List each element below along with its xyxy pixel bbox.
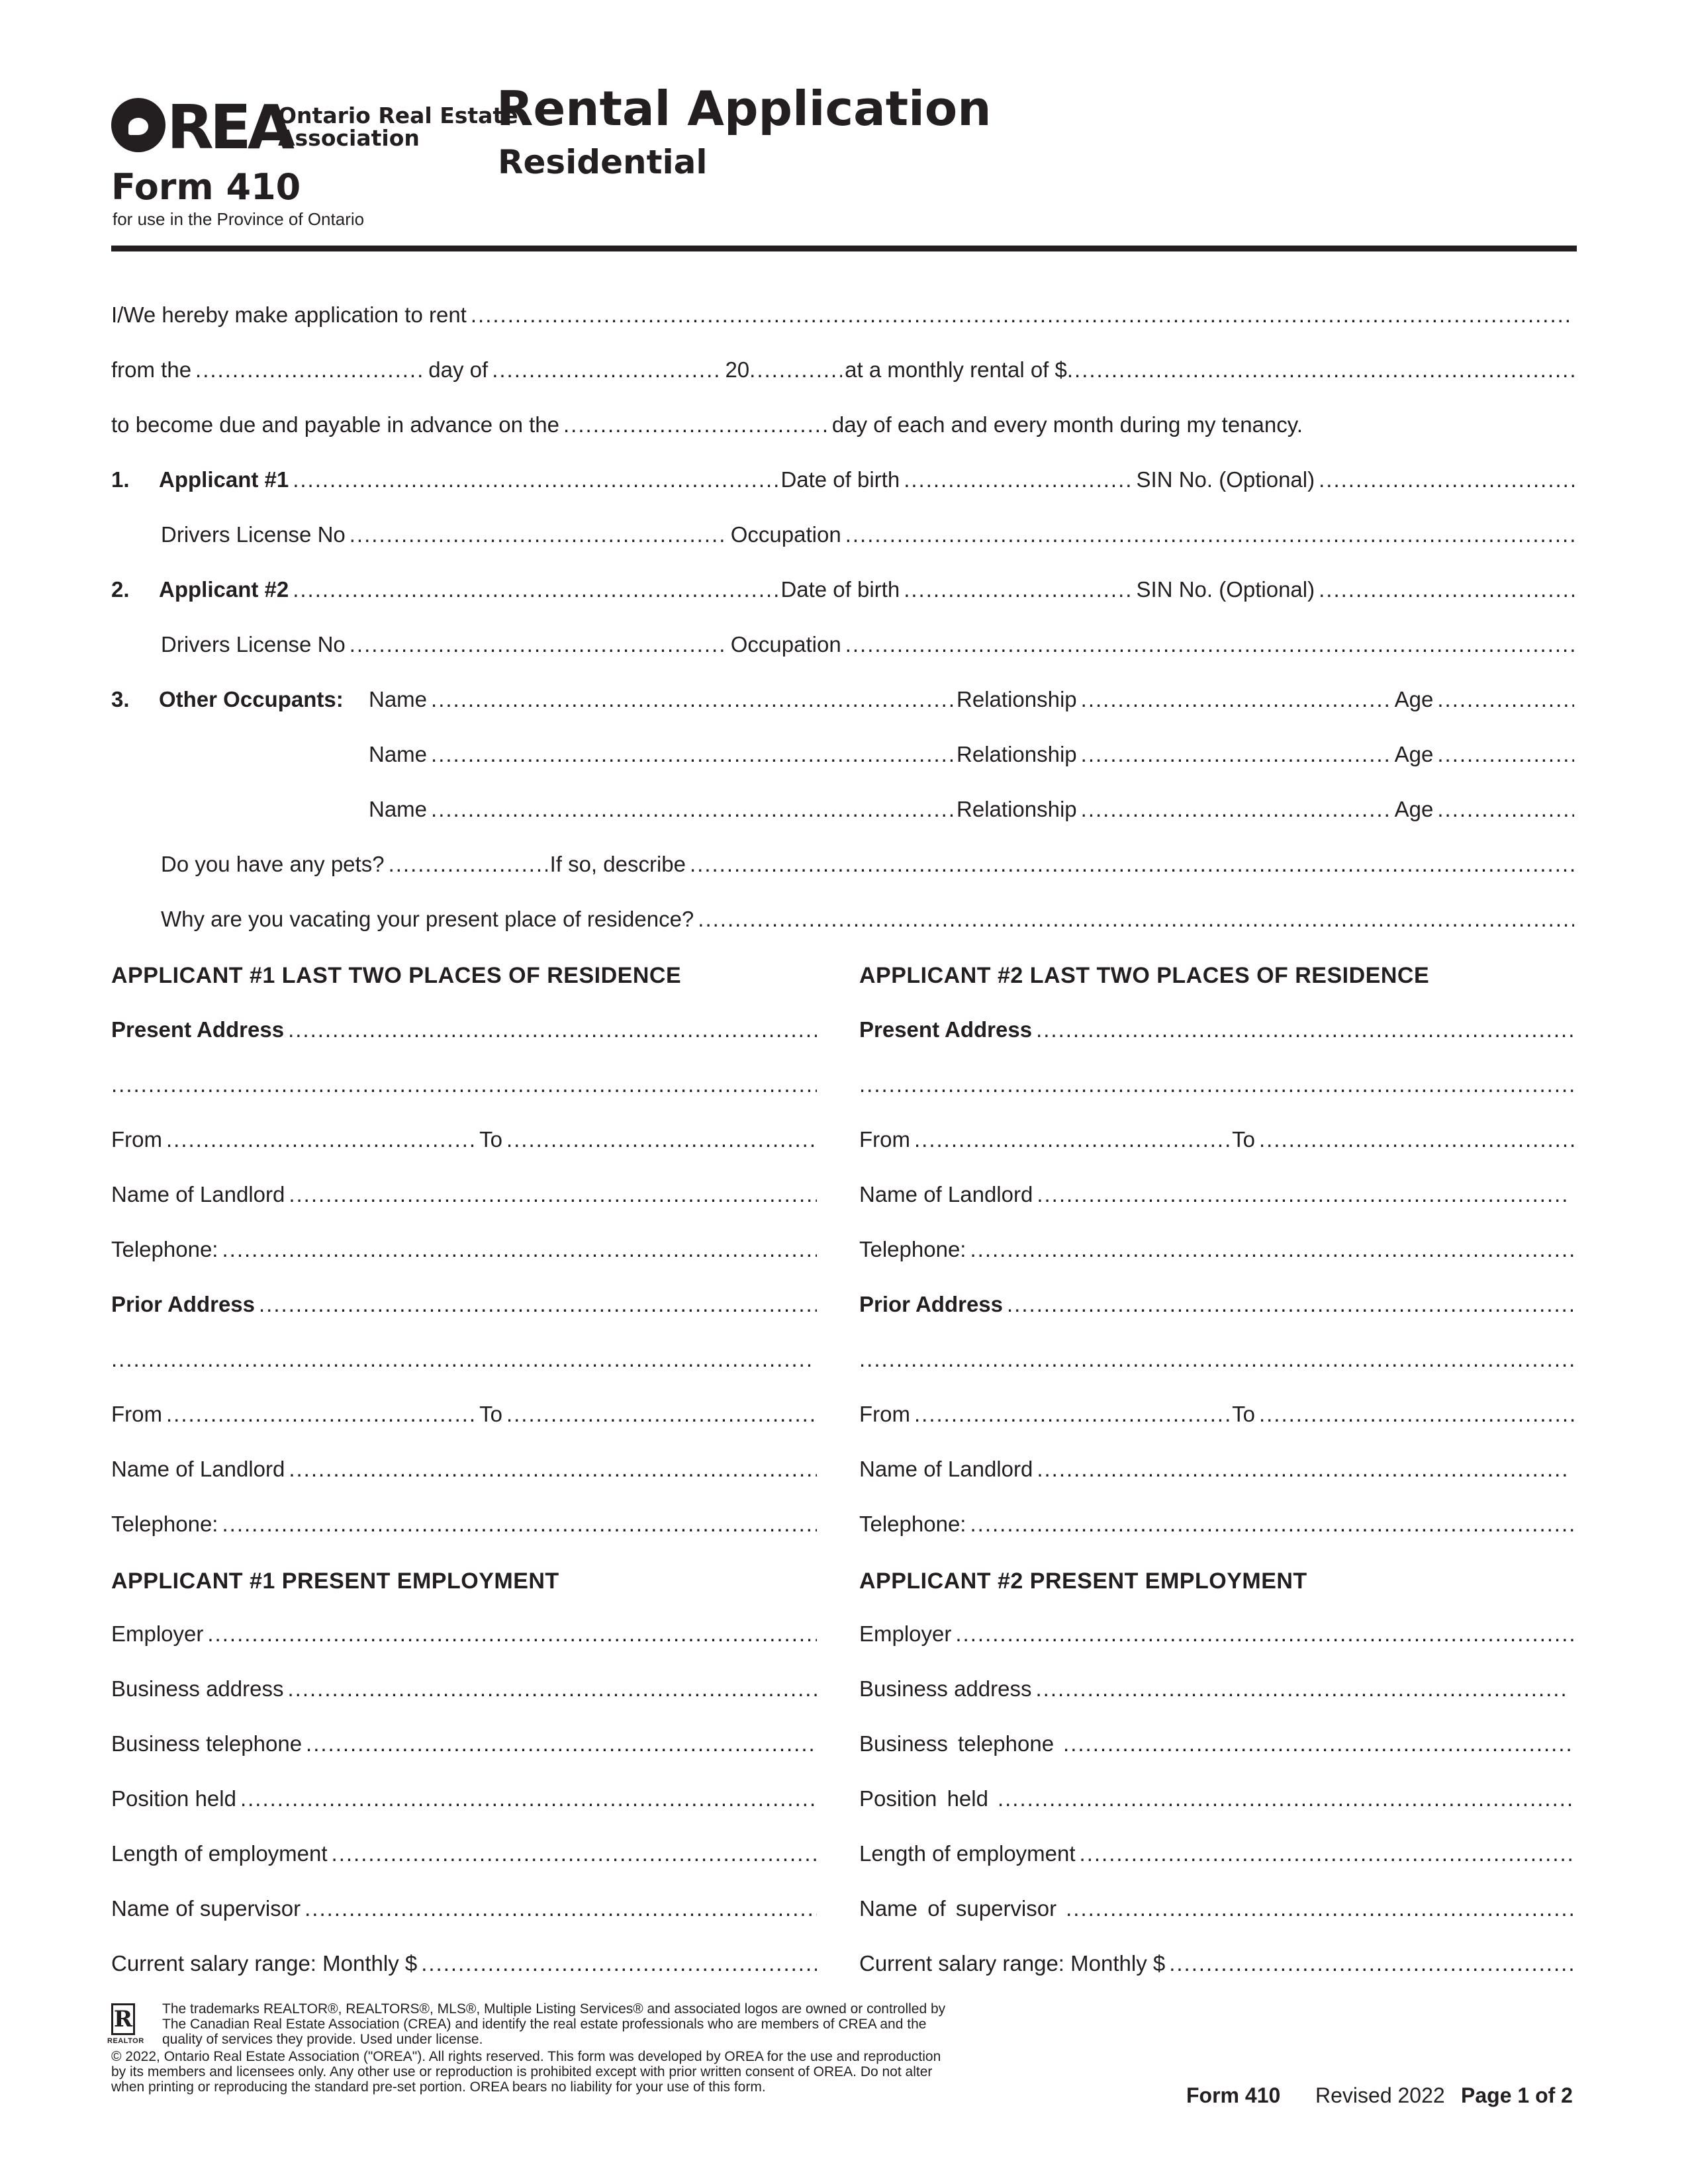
a1-present-phone-field[interactable] bbox=[222, 1236, 817, 1263]
rental-premises-line bbox=[111, 299, 1577, 328]
occupant-name-field[interactable] bbox=[431, 796, 954, 823]
a1-prior-phone-line bbox=[111, 1508, 820, 1537]
applicant2-line bbox=[111, 574, 1577, 603]
a2-present-landlord-line bbox=[859, 1179, 1571, 1208]
from-the-label: from the bbox=[111, 357, 192, 382]
telephone-label: Telephone: bbox=[859, 1237, 966, 1261]
a2-salary-field[interactable] bbox=[1169, 1950, 1574, 1977]
business-address-label: Business address bbox=[859, 1676, 1032, 1701]
header-rule bbox=[111, 246, 1577, 251]
age-label: Age bbox=[1394, 797, 1434, 821]
a1-prior-address-field[interactable] bbox=[259, 1291, 817, 1318]
a1-prior-dates-line bbox=[111, 1398, 820, 1428]
dl-label: Drivers License No bbox=[161, 522, 346, 547]
occupant-relationship-field[interactable] bbox=[1081, 686, 1392, 713]
applicant2-label: Applicant #2 bbox=[159, 577, 289, 602]
telephone-label: Telephone: bbox=[111, 1512, 218, 1536]
orea-logo bbox=[111, 92, 291, 163]
page-subtitle: Residential bbox=[498, 143, 708, 181]
salary-label: Current salary range: Monthly $ bbox=[111, 1951, 418, 1976]
day-of-label: day of bbox=[428, 357, 489, 382]
applicant1-dob-field[interactable] bbox=[904, 467, 1133, 493]
a2-prior-to-field[interactable] bbox=[1259, 1401, 1574, 1428]
realtor-logo-text: REALTOR bbox=[107, 2037, 144, 2045]
length-label: Length of employment bbox=[859, 1841, 1076, 1866]
a2-present-from-field[interactable] bbox=[914, 1126, 1229, 1153]
age-label: Age bbox=[1394, 687, 1434, 711]
monthly-rent-field[interactable] bbox=[1067, 357, 1574, 383]
a1-business-phone-line bbox=[111, 1728, 820, 1757]
supervisor-label: Name of supervisor bbox=[111, 1896, 301, 1921]
a2-present-to-field[interactable] bbox=[1259, 1126, 1574, 1153]
occupant-relationship-field[interactable] bbox=[1081, 796, 1392, 823]
occupant-name-field[interactable] bbox=[431, 686, 954, 713]
a2-prior-address-field-2[interactable] bbox=[859, 1346, 1574, 1373]
a2-prior-phone-line bbox=[859, 1508, 1577, 1537]
logo-text: REA bbox=[167, 92, 291, 163]
a2-length-line bbox=[859, 1838, 1577, 1867]
pets-label: Do you have any pets? bbox=[161, 852, 385, 876]
relationship-label: Relationship bbox=[957, 797, 1077, 821]
a1-length-line bbox=[111, 1838, 820, 1867]
a2-present-landlord-field[interactable] bbox=[1037, 1181, 1569, 1208]
due-day-field[interactable] bbox=[563, 412, 829, 438]
a2-position-field[interactable] bbox=[998, 1786, 1574, 1812]
occupant-name-label: Name bbox=[369, 797, 428, 821]
item-number: 1. bbox=[111, 467, 130, 492]
pets-description-field[interactable] bbox=[690, 851, 1574, 878]
landlord-label: Name of Landlord bbox=[859, 1457, 1033, 1481]
a1-present-landlord-line bbox=[111, 1179, 820, 1208]
occupant-line-2 bbox=[369, 739, 1577, 768]
employer-label: Employer bbox=[859, 1621, 952, 1646]
employer-label: Employer bbox=[111, 1621, 204, 1646]
trademark-notice bbox=[162, 2001, 945, 2047]
applicant1-line bbox=[111, 464, 1577, 493]
a1-present-landlord-field[interactable] bbox=[289, 1181, 817, 1208]
applicant2-name-field[interactable] bbox=[293, 576, 778, 603]
occupation-label: Occupation bbox=[730, 632, 841, 657]
item-number: 3. bbox=[111, 687, 130, 711]
trademark-line: The trademarks REALTOR®, REALTORS®, MLS®, Multiple Listing Services® and associated logos are owned or controlled by bbox=[162, 2001, 946, 2017]
a1-present-to-field[interactable] bbox=[506, 1126, 817, 1153]
province-note: for use in the Province of Ontario bbox=[113, 209, 365, 229]
vacating-label: Why are you vacating your present place of residence? bbox=[161, 907, 694, 931]
to-label: To bbox=[479, 1127, 502, 1152]
copyright-line: by its members and licensees only. Any other use or reproduction is prohibited except with prior written consent of OREA. Do not alter bbox=[111, 2064, 933, 2079]
a2-present-address-line bbox=[859, 1014, 1577, 1043]
from-label: From bbox=[859, 1127, 910, 1152]
a1-prior-from-field[interactable] bbox=[166, 1401, 477, 1428]
a1-salary-line bbox=[111, 1948, 820, 1977]
to-label: To bbox=[1232, 1127, 1255, 1152]
applicant1-sin-field[interactable] bbox=[1319, 467, 1574, 493]
present-address-label: Present Address bbox=[111, 1017, 285, 1042]
vacating-reason-field[interactable] bbox=[698, 906, 1574, 933]
a2-present-phone-line bbox=[859, 1234, 1577, 1263]
sin-label: SIN No. (Optional) bbox=[1136, 467, 1315, 492]
telephone-label: Telephone: bbox=[111, 1237, 218, 1261]
a1-prior-landlord-line bbox=[111, 1453, 820, 1482]
a1-present-phone-line bbox=[111, 1234, 820, 1263]
salary-label: Current salary range: Monthly $ bbox=[859, 1951, 1166, 1976]
a1-position-line bbox=[111, 1783, 820, 1812]
occupant-age-field[interactable] bbox=[1437, 686, 1574, 713]
applicant2-employment-heading: APPLICANT #2 PRESENT EMPLOYMENT bbox=[859, 1569, 1307, 1594]
a2-prior-dates-line bbox=[859, 1398, 1577, 1428]
occupant-relationship-field[interactable] bbox=[1081, 741, 1392, 768]
a2-length-field[interactable] bbox=[1080, 1841, 1574, 1867]
a1-employer-field[interactable] bbox=[207, 1621, 817, 1647]
other-occupants-label: Other Occupants: bbox=[159, 687, 344, 711]
a2-prior-phone-field[interactable] bbox=[970, 1511, 1574, 1537]
relationship-label: Relationship bbox=[957, 687, 1077, 711]
a1-business-phone-field[interactable] bbox=[306, 1731, 817, 1757]
org-name-line2: Association bbox=[278, 125, 420, 151]
a2-business-address-line bbox=[859, 1673, 1571, 1702]
form-number: Form 410 bbox=[111, 166, 301, 208]
a1-length-field[interactable] bbox=[332, 1841, 817, 1867]
copyright-line: © 2022, Ontario Real Estate Association ("OREA"). All rights reserved. This form was developed by OREA for the use and reproduction bbox=[111, 2049, 941, 2064]
landlord-label: Name of Landlord bbox=[859, 1182, 1033, 1206]
a1-prior-to-field[interactable] bbox=[506, 1401, 817, 1428]
occupant-name-label: Name bbox=[369, 742, 428, 766]
a2-prior-landlord-line bbox=[859, 1453, 1571, 1482]
a1-present-dates-line bbox=[111, 1124, 820, 1153]
a1-salary-field[interactable] bbox=[421, 1950, 817, 1977]
a2-supervisor-field[interactable] bbox=[1066, 1895, 1574, 1922]
a2-prior-address-line bbox=[859, 1289, 1577, 1318]
a1-present-address-line bbox=[111, 1014, 820, 1043]
term-line bbox=[111, 354, 1577, 383]
item-number: 2. bbox=[111, 577, 130, 602]
applicant2-license-field[interactable] bbox=[350, 631, 728, 658]
age-label: Age bbox=[1394, 742, 1434, 766]
position-label: Position held bbox=[859, 1786, 988, 1811]
monthly-rental-label: at a monthly rental of $ bbox=[845, 357, 1067, 382]
a2-business-phone-field[interactable] bbox=[1063, 1731, 1574, 1757]
a1-employer-line bbox=[111, 1618, 820, 1647]
a1-present-address-line2 bbox=[111, 1069, 820, 1098]
a2-prior-from-field[interactable] bbox=[914, 1401, 1229, 1428]
due-label: to become due and payable in advance on the bbox=[111, 412, 560, 437]
realtor-logo-letter: R bbox=[113, 2006, 133, 2032]
occupant-name-field[interactable] bbox=[431, 741, 954, 768]
dl-label: Drivers License No bbox=[161, 632, 346, 657]
footer-revised: Revised 2022 bbox=[1315, 2083, 1445, 2107]
length-label: Length of employment bbox=[111, 1841, 328, 1866]
occupant-line-3 bbox=[369, 794, 1577, 823]
a2-present-address-line2 bbox=[859, 1069, 1577, 1098]
present-address-label: Present Address bbox=[859, 1017, 1033, 1042]
orea-o-icon bbox=[111, 98, 165, 152]
occupant-age-field[interactable] bbox=[1437, 741, 1574, 768]
page-number: Page 1 of 2 bbox=[1461, 2083, 1573, 2107]
prior-address-label: Prior Address bbox=[859, 1292, 1004, 1316]
a2-prior-landlord-field[interactable] bbox=[1037, 1456, 1569, 1482]
applicant1-employment-heading: APPLICANT #1 PRESENT EMPLOYMENT bbox=[111, 1569, 559, 1594]
pets-field[interactable] bbox=[389, 851, 547, 878]
applicant1-name-field[interactable] bbox=[293, 467, 778, 493]
copyright-notice bbox=[111, 2049, 941, 2095]
a2-present-phone-field[interactable] bbox=[970, 1236, 1574, 1263]
from-label: From bbox=[111, 1127, 162, 1152]
from-label: From bbox=[859, 1402, 910, 1426]
a1-prior-address-line bbox=[111, 1289, 820, 1318]
telephone-label: Telephone: bbox=[859, 1512, 966, 1536]
applicant2-occupation-field[interactable] bbox=[845, 631, 1574, 658]
a2-business-address-field[interactable] bbox=[1035, 1676, 1569, 1702]
a2-present-dates-line bbox=[859, 1124, 1577, 1153]
a1-prior-address-field-2[interactable] bbox=[111, 1346, 812, 1373]
applicant1-license-line bbox=[161, 519, 1577, 548]
a1-supervisor-field[interactable] bbox=[305, 1895, 817, 1922]
a2-supervisor-line bbox=[859, 1893, 1577, 1922]
org-name bbox=[278, 105, 518, 150]
to-label: To bbox=[479, 1402, 502, 1426]
a2-employer-field[interactable] bbox=[955, 1621, 1574, 1647]
occupation-label: Occupation bbox=[730, 522, 841, 547]
applicant2-sin-field[interactable] bbox=[1319, 576, 1574, 603]
describe-label: If so, describe bbox=[549, 852, 686, 876]
applicant1-occupation-field[interactable] bbox=[845, 522, 1574, 548]
relationship-label: Relationship bbox=[957, 742, 1077, 766]
to-label: To bbox=[1232, 1402, 1255, 1426]
business-telephone-label: Business telephone bbox=[111, 1731, 303, 1756]
each-month-label: day of each and every month during my tenancy. bbox=[831, 412, 1303, 437]
applicant2-dob-field[interactable] bbox=[904, 576, 1133, 603]
a1-present-address-field[interactable] bbox=[288, 1017, 817, 1043]
a2-position-line bbox=[859, 1783, 1577, 1812]
a1-position-field[interactable] bbox=[240, 1786, 817, 1812]
a2-salary-line bbox=[859, 1948, 1577, 1977]
a1-present-address-field-2[interactable] bbox=[111, 1071, 817, 1098]
applicant1-residence-heading: APPLICANT #1 LAST TWO PLACES OF RESIDENCE bbox=[111, 963, 682, 988]
realtor-logo-icon bbox=[111, 2003, 135, 2035]
dob-label: Date of birth bbox=[780, 577, 900, 602]
copyright-line: when printing or reproducing the standard pre-set portion. OREA bears no liability for your use of this form. bbox=[111, 2079, 766, 2095]
business-telephone-label: Business telephone bbox=[859, 1731, 1055, 1756]
a2-present-address-field[interactable] bbox=[1036, 1017, 1574, 1043]
a2-employer-line bbox=[859, 1618, 1577, 1647]
dob-label: Date of birth bbox=[780, 467, 900, 492]
a2-prior-address-field[interactable] bbox=[1007, 1291, 1574, 1318]
rent-label: I/We hereby make application to rent bbox=[111, 302, 467, 327]
a1-prior-phone-field[interactable] bbox=[222, 1511, 817, 1537]
occupant-name-label: Name bbox=[369, 687, 428, 711]
org-name-line1: Ontario Real Estate bbox=[278, 103, 518, 128]
page-title: Rental Application bbox=[496, 81, 992, 136]
applicant1-license-field[interactable] bbox=[350, 522, 728, 548]
supervisor-label: Name of supervisor bbox=[859, 1896, 1057, 1921]
business-address-label: Business address bbox=[111, 1676, 284, 1701]
start-month-field[interactable] bbox=[492, 357, 722, 383]
due-date-line bbox=[111, 409, 1303, 438]
trademark-line: The Canadian Real Estate Association (CREA) and identify the real estate professionals who are members of CREA and the bbox=[162, 2017, 927, 2032]
applicant1-label: Applicant #1 bbox=[159, 467, 289, 492]
pets-line bbox=[161, 848, 1577, 878]
a1-supervisor-line bbox=[111, 1893, 820, 1922]
landlord-label: Name of Landlord bbox=[111, 1182, 285, 1206]
sin-label: SIN No. (Optional) bbox=[1136, 577, 1315, 602]
occupant-line-1 bbox=[111, 684, 1577, 713]
landlord-label: Name of Landlord bbox=[111, 1457, 285, 1481]
footer-form-number: Form 410 bbox=[1186, 2083, 1281, 2107]
position-label: Position held bbox=[111, 1786, 236, 1811]
from-label: From bbox=[111, 1402, 162, 1426]
premises-field[interactable] bbox=[471, 302, 1574, 328]
year-prefix-label: 20 bbox=[725, 357, 750, 382]
a1-present-from-field[interactable] bbox=[166, 1126, 477, 1153]
a1-prior-landlord-field[interactable] bbox=[289, 1456, 817, 1482]
applicant2-license-line bbox=[161, 629, 1577, 658]
vacating-line bbox=[161, 903, 1577, 933]
a1-business-address-line bbox=[111, 1673, 820, 1702]
occupant-age-field[interactable] bbox=[1437, 796, 1574, 823]
applicant2-residence-heading: APPLICANT #2 LAST TWO PLACES OF RESIDENCE bbox=[859, 963, 1430, 988]
trademark-line: quality of services they provide. Used under license. bbox=[162, 2032, 483, 2047]
a1-prior-address-line2 bbox=[111, 1343, 814, 1373]
start-day-field[interactable] bbox=[195, 357, 426, 383]
a2-present-address-field-2[interactable] bbox=[859, 1071, 1574, 1098]
a2-business-phone-line bbox=[859, 1728, 1577, 1757]
year-field[interactable] bbox=[749, 357, 842, 383]
prior-address-label: Prior Address bbox=[111, 1292, 256, 1316]
a2-prior-address-line2 bbox=[859, 1343, 1577, 1373]
a1-business-address-field[interactable] bbox=[287, 1676, 817, 1702]
